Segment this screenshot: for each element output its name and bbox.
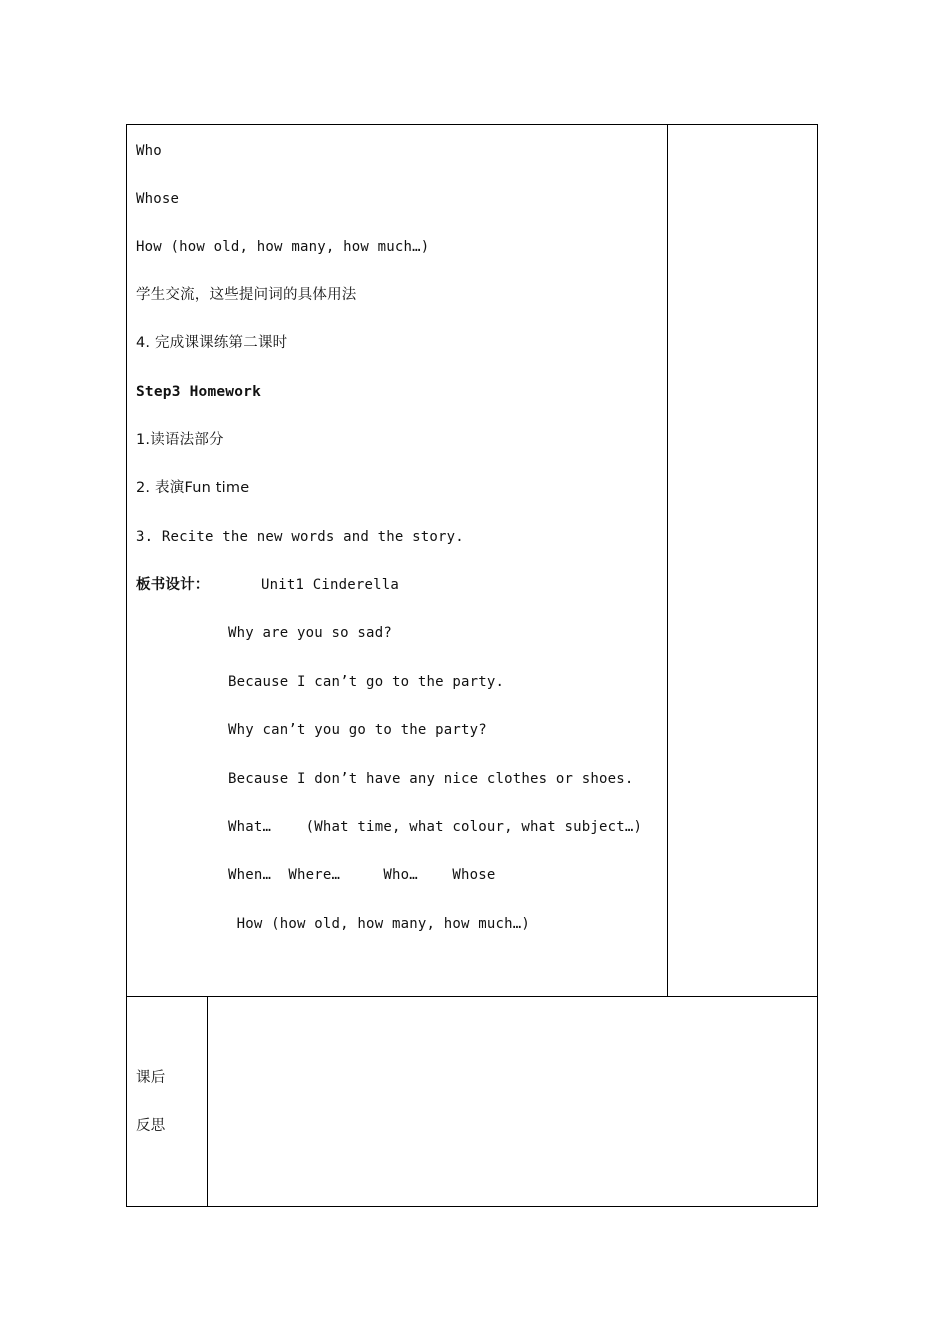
student-exchange-note: 学生交流，这些提问词的具体用法 [136, 287, 357, 303]
reflection-divider [207, 997, 208, 1206]
homework-item-2: 2. 表演Fun time [136, 480, 250, 496]
homework-item-3: 3. Recite the new words and the story. [136, 529, 464, 545]
board-line-2: Because I can’t go to the party. [228, 674, 505, 690]
board-line-3: Why can’t you go to the party? [228, 722, 487, 738]
question-word-how: How (how old, how many, how much…) [136, 239, 430, 255]
board-line-4: Because I don’t have any nice clothes or shoes. [228, 771, 634, 787]
reflection-table [126, 996, 818, 1207]
board-design-label: 板书设计： [136, 577, 210, 593]
board-line-6: When… Where… Who… Whose [228, 867, 496, 883]
board-design-title: Unit1 Cinderella [261, 577, 400, 593]
question-word-who: Who [136, 143, 162, 159]
board-line-1: Why are you so sad? [228, 625, 392, 641]
board-line-7: How (how old, how many, how much…) [228, 916, 531, 932]
homework-item-1: 1.读语法部分 [136, 432, 224, 448]
column-divider [667, 125, 668, 996]
question-word-whose: Whose [136, 191, 180, 207]
homework-heading: Step3 Homework [136, 384, 262, 400]
reflection-label-line-1: 课后 [136, 1070, 166, 1086]
board-line-5: What… (What time, what colour, what subject…) [228, 819, 643, 835]
lesson-table [126, 124, 818, 997]
reflection-label-line-2: 反思 [136, 1118, 166, 1134]
exercise-step-4: 4. 完成课课练第二课时 [136, 335, 288, 351]
